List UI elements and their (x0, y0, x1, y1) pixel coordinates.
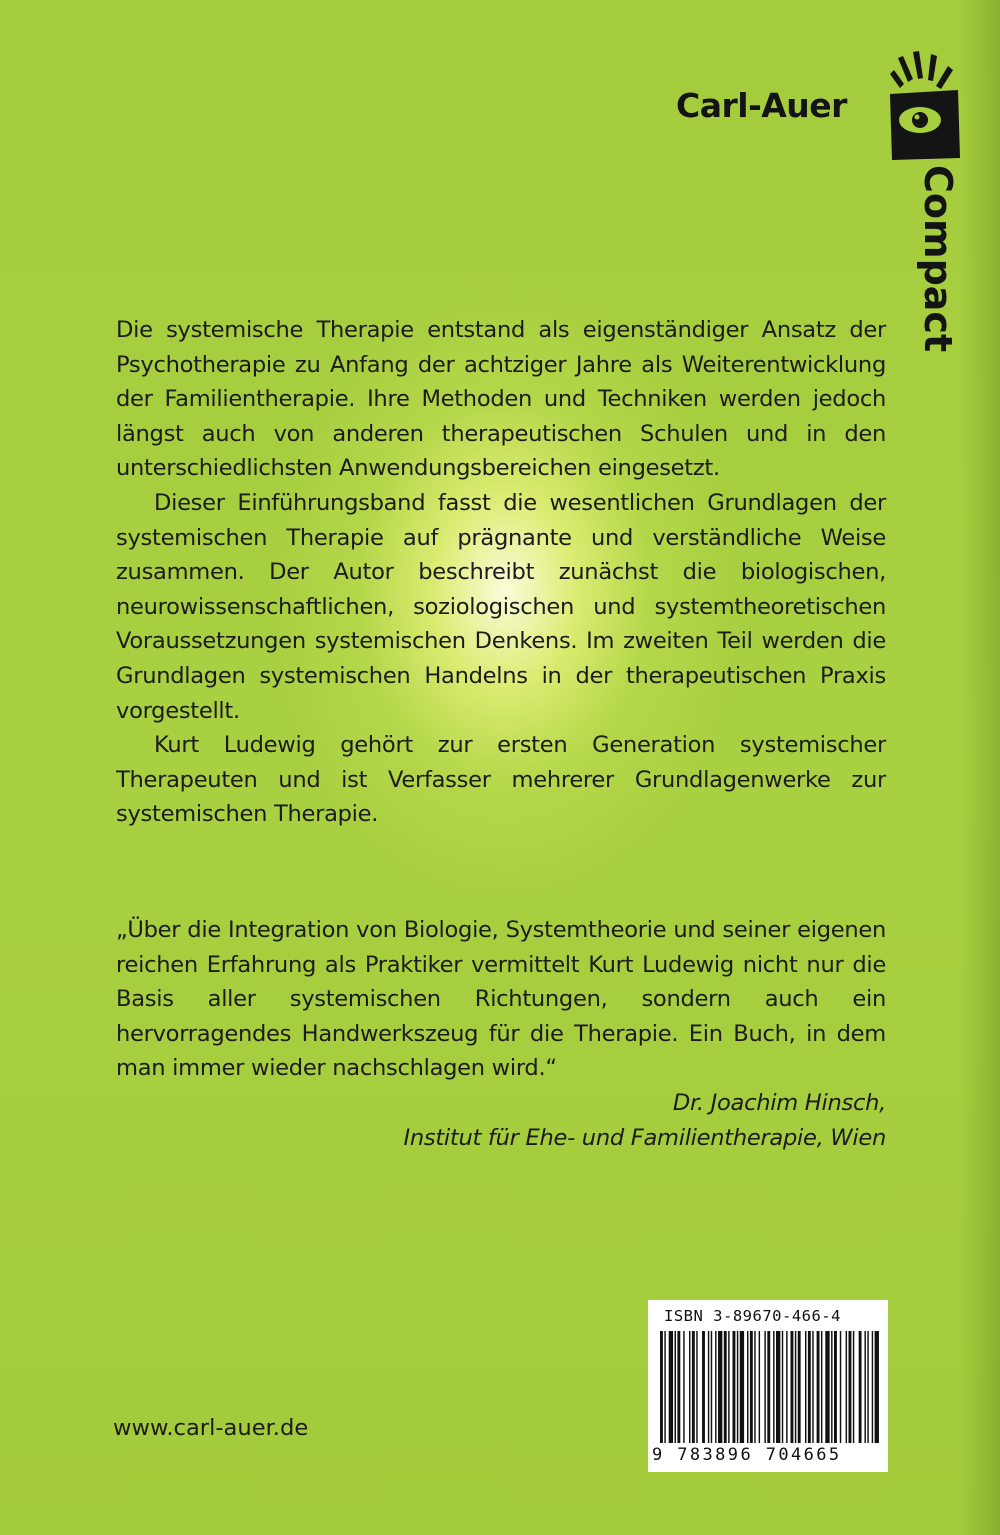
barcode-bar (859, 1331, 862, 1443)
barcode-bar (692, 1331, 695, 1443)
barcode-bar (696, 1331, 697, 1443)
ean-number: 9 783896 704665 (652, 1445, 842, 1465)
barcode-bar (747, 1331, 748, 1443)
review-quote (116, 913, 886, 1155)
barcode-bar (825, 1331, 829, 1443)
barcode-bar (664, 1331, 665, 1443)
quote-institution: Institut für Ehe- und Familientherapie, Wien (403, 1124, 886, 1151)
barcode-bar (675, 1331, 676, 1443)
barcode-bar (737, 1331, 738, 1443)
barcode-bar (808, 1331, 811, 1443)
blurb-paragraph-2: Dieser Einführungsband fasst die wesentlichen Grundlagen der systemischen Therapie auf prägnante und verständliche Weise zusammen. Der Autor beschreibt zunächst die biologischen, neurowissenschaftlichen, soziologischen und systemtheoretischen Voraussetzungen systemischen Denkens. Im zweiten Teil werden die Grundlagen systemischen Handelns in der therapeutischen Praxis vorgestellt. (116, 489, 886, 724)
barcode-bar (864, 1331, 865, 1443)
publisher-name: Carl-Auer (676, 86, 847, 125)
spine-shadow (960, 0, 1000, 1535)
barcode-bar (718, 1331, 722, 1443)
barcode-bar (702, 1331, 705, 1443)
barcode-bar (724, 1331, 727, 1443)
barcode-bar (733, 1331, 736, 1443)
barcode-bar (767, 1331, 770, 1443)
publisher-url: www.carl-auer.de (113, 1415, 309, 1441)
barcode-bar (669, 1331, 673, 1443)
isbn-label: ISBN 3-89670-466-4 (664, 1307, 841, 1325)
blurb-paragraph-1: Die systemische Therapie entstand als eigenständiger Ansatz der Psychotherapie zu Anfang der achtziger Jahre als Weiterentwicklung der Familientherapie. Ihre Methoden und Techniken werden jedoch längst auch von anderen therapeutischen Schulen und in den unterschiedlichsten Anwendungsbereichen eingesetzt. (116, 317, 886, 482)
hand-eye-logo-icon (886, 50, 966, 160)
barcode-bar (812, 1331, 813, 1443)
barcode-bar (817, 1331, 820, 1443)
barcode-bar (689, 1331, 690, 1443)
barcode-bar (764, 1331, 765, 1443)
barcode-bar (677, 1331, 680, 1443)
barcode-bar (683, 1331, 684, 1443)
barcode-bar (715, 1331, 716, 1443)
barcode-bar (821, 1331, 822, 1443)
barcode-bar (798, 1331, 801, 1443)
barcode-bar (660, 1331, 663, 1443)
quote-text: „Über die Integration von Biologie, Systemtheorie und seiner eigenen reichen Erfahrung als Praktiker vermittelt Kurt Ludewig nicht nur die Basis aller systemischen Richtungen, sondern auch ein hervorragendes Handwerkszeug für die Therapie. Ein Buch, in dem man immer wieder nachschlagen wird.“ (116, 917, 886, 1082)
barcode-bar (867, 1331, 868, 1443)
barcode-bars (656, 1331, 880, 1443)
barcode-bar (711, 1331, 712, 1443)
barcode (648, 1300, 888, 1472)
barcode-bar (853, 1331, 854, 1443)
barcode-bar (840, 1331, 841, 1443)
barcode-bar (728, 1331, 729, 1443)
barcode-bar (834, 1331, 837, 1443)
series-name: Compact (916, 165, 960, 353)
barcode-bar (782, 1331, 783, 1443)
barcode-bar (754, 1331, 755, 1443)
barcode-bar (795, 1331, 796, 1443)
barcode-bar (849, 1331, 852, 1443)
barcode-bar (846, 1331, 847, 1443)
barcode-bar (791, 1331, 794, 1443)
quote-author: Dr. Joachim Hinsch, (672, 1089, 886, 1116)
barcode-bar (805, 1331, 806, 1443)
barcode-bar (831, 1331, 832, 1443)
barcode-bar (740, 1331, 744, 1443)
barcode-bar (773, 1331, 774, 1443)
barcode-bar (872, 1331, 873, 1443)
blurb-paragraph-3: Kurt Ludewig gehört zur ersten Generation systemischer Therapeuten und ist Verfasser mehrerer Grundlagenwerke zur systemischen Therapie. (116, 732, 886, 828)
barcode-bar (759, 1331, 760, 1443)
barcode-bar (708, 1331, 709, 1443)
barcode-bar (786, 1331, 787, 1443)
barcode-bar (750, 1331, 753, 1443)
blurb (116, 313, 886, 832)
barcode-bar (776, 1331, 780, 1443)
barcode-bar (875, 1331, 879, 1443)
